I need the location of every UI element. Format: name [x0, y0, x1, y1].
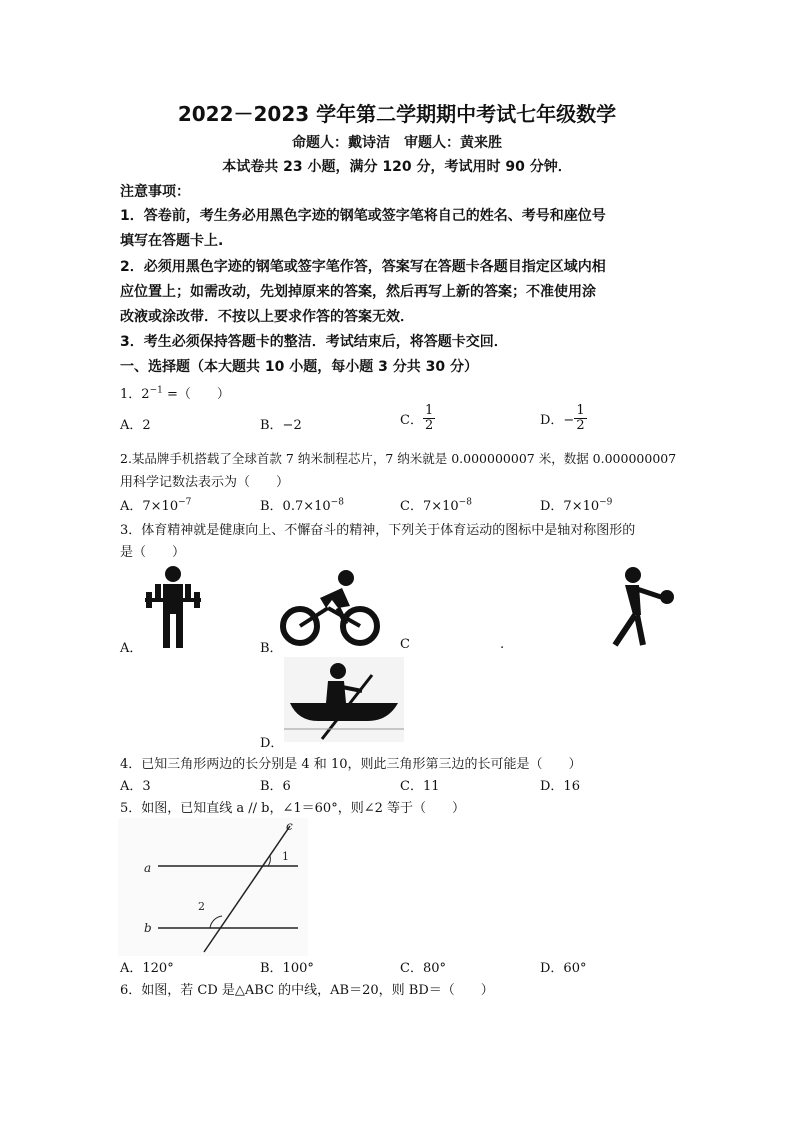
q5-option-d: D．60° [540, 961, 587, 976]
q1-option-c-numerator: 1 [424, 403, 434, 418]
q2-option-d [540, 495, 612, 514]
page-title: 2022－2023 学年第二学期期中考试七年级数学 [177, 102, 617, 126]
notes-heading: 注意事项： [120, 184, 190, 200]
line-c-label: c [286, 819, 293, 833]
ball-throw-icon [603, 565, 675, 650]
angle-1-label: 1 [282, 850, 289, 863]
q3-option-c: C [400, 637, 410, 652]
q3-option-d: D． [260, 736, 284, 751]
q2-option-b [260, 495, 344, 514]
q1-option-d-numerator: 1 [576, 403, 585, 418]
note-2-line-2: 应位置上；如需改动，先划掉原来的答案，然后再写上新的答案；不准使用涂 [120, 284, 596, 300]
q5-stem: 5．如图，已知直线 a // b，∠1＝60°，则∠2 等于（ ） [120, 801, 466, 816]
q4-option-b: B．6 [260, 779, 291, 794]
q1-option-d-denominator: 2 [576, 418, 585, 433]
q1-number: 1． [120, 387, 142, 402]
q5-option-a: A．120° [120, 961, 174, 976]
rowing-icon [284, 657, 404, 742]
line-b-label: b [144, 921, 152, 935]
line-a-label: a [144, 861, 152, 875]
q2-option-b-base: B．0.7×10 [260, 499, 331, 514]
q1-stem [120, 383, 230, 402]
q2-option-d-base: D．7×10 [540, 499, 600, 514]
q1-option-c [400, 404, 435, 433]
q1-option-c-fraction [423, 404, 435, 433]
angle-2-label: 2 [198, 900, 205, 913]
q1-option-c-denominator: 2 [424, 418, 434, 433]
q2-option-d-exp: −9 [599, 497, 613, 508]
q4-stem: 4．已知三角形两边的长分别是 4 和 10，则此三角形第三边的长可能是（ ） [120, 757, 582, 772]
q2-stem-line-1: 2.某品牌手机搭载了全球首款 7 纳米制程芯片，7 纳米就是 0.000000007 米，数据 0.000000007 [120, 451, 677, 466]
q2-stem-line-2: 用科学记数法表示为（ ） [120, 475, 290, 490]
q5-option-c: C．80° [400, 961, 446, 976]
q2-option-a-base: A．7×10 [120, 499, 179, 514]
q3-option-a: A． [120, 641, 143, 656]
note-2-line-3: 改液或涂改带．不按以上要求作答的答案无效． [120, 309, 414, 325]
q1-exponent: −1 [149, 385, 163, 396]
q3-stem-line-2: 是（ ） [120, 545, 186, 560]
q3-stem-line-1: 3．体育精神就是健康向上、不懈奋斗的精神，下列关于体育运动的图标中是轴对称图形的 [120, 523, 636, 538]
section-heading: 一、选择题（本大题共 10 小题，每小题 3 分共 30 分） [120, 359, 478, 375]
q4-option-d: D．16 [540, 779, 580, 794]
note-1-line-1: 1．答卷前，考生务必用黑色字迹的钢笔或签字笔将自己的姓名、考号和座位号 [120, 208, 606, 224]
q2-option-c-base: C．7×10 [400, 499, 459, 514]
q1-option-a: A．2 [120, 418, 151, 433]
q1-bracket: =（ ） [162, 387, 230, 402]
q1-base: 2 [141, 387, 150, 402]
note-2-line-1: 2．必须用黑色字迹的钢笔或签字笔作答，答案写在答题卡各题目指定区域内相 [120, 259, 606, 275]
q1-option-d-label: D．− [540, 413, 575, 428]
q4-option-c: C．11 [400, 779, 440, 794]
authors-line: 命题人：戴诗洁 审题人：黄来胜 [292, 135, 502, 151]
weightlifting-icon [143, 562, 203, 652]
q2-option-c-exp: −8 [458, 497, 472, 508]
q5-option-b: B．100° [260, 961, 314, 976]
q1-option-d-fraction [574, 404, 586, 433]
q1-option-d [540, 404, 587, 433]
q1-option-b: B．−2 [260, 418, 302, 433]
parallel-lines-diagram [118, 818, 308, 956]
q3-option-b: B． [260, 641, 283, 656]
q3-option-c-dot: . [500, 637, 505, 652]
q2-option-b-exp: −8 [330, 497, 344, 508]
q1-option-c-label: C． [400, 413, 423, 428]
q2-option-a [120, 495, 191, 514]
note-1-line-2: 填写在答题卡上. [120, 233, 224, 249]
q2-option-a-exp: −7 [178, 497, 192, 508]
note-3: 3．考生必须保持答题卡的整洁．考试结束后，将答题卡交回． [120, 334, 508, 350]
exam-info: 本试卷共 23 小题，满分 120 分，考试用时 90 分钟． [222, 159, 572, 175]
cycling-icon [280, 568, 380, 648]
q4-option-a: A．3 [120, 779, 151, 794]
q6-stem: 6．如图，若 CD 是△ABC 的中线，AB＝20，则 BD＝（ ） [120, 983, 494, 998]
q2-option-c [400, 495, 472, 514]
